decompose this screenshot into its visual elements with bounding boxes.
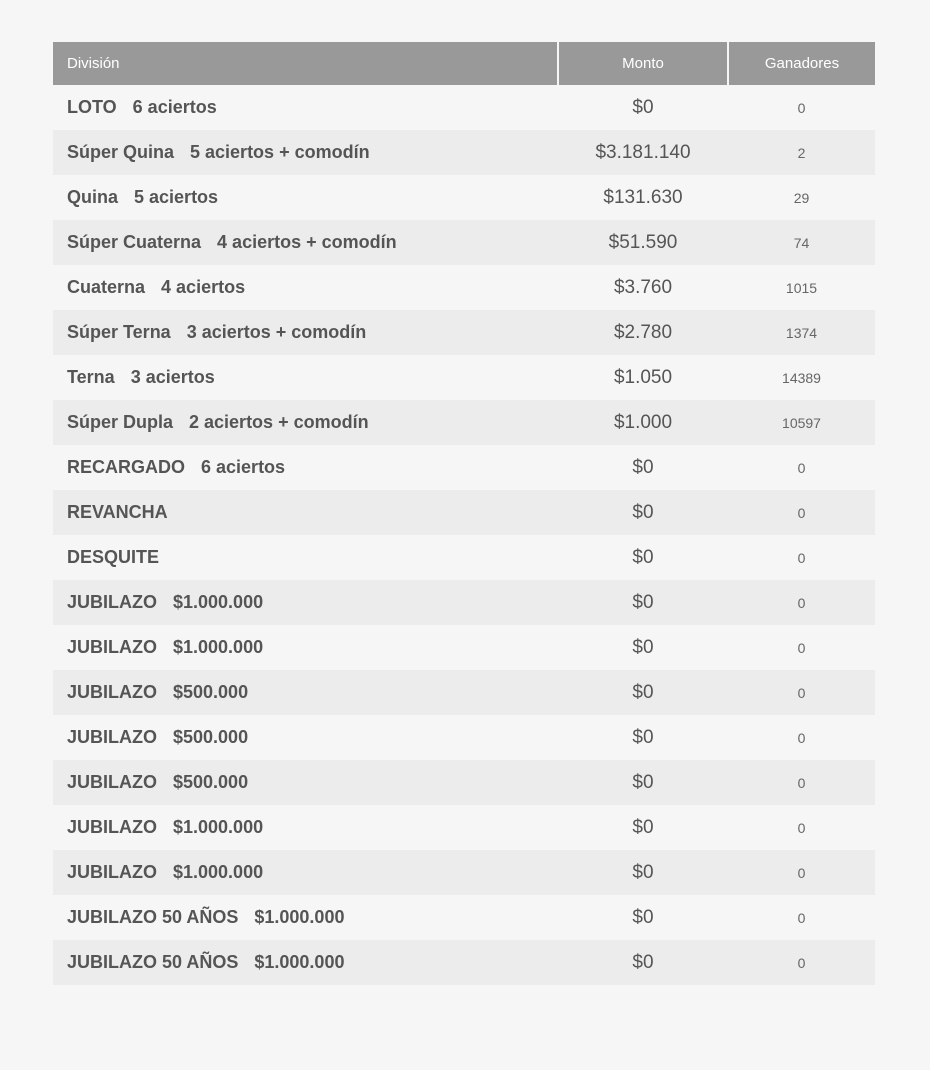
ganadores-cell: 2 (797, 144, 806, 161)
ganadores-cell: 0 (797, 729, 806, 746)
table-row (53, 670, 875, 715)
ganadores-cell: 1374 (785, 324, 818, 341)
division-name: JUBILAZO (67, 637, 157, 657)
division-name: LOTO (67, 97, 117, 117)
division-name: JUBILAZO 50 AÑOS (67, 907, 239, 927)
division-cell (53, 715, 558, 760)
division-name: JUBILAZO (67, 592, 157, 612)
division-cell (53, 310, 558, 355)
division-cell (53, 175, 558, 220)
division-detail: $500.000 (173, 727, 249, 747)
division-name: RECARGADO (67, 457, 186, 477)
ganadores-cell: 74 (793, 234, 810, 251)
table-row (53, 85, 875, 130)
table-row (53, 895, 875, 940)
ganadores-cell: 0 (797, 549, 806, 566)
monto-cell: $1.000 (613, 411, 673, 433)
monto-cell: $0 (632, 816, 654, 838)
monto-cell: $3.760 (613, 276, 673, 298)
division-detail: 5 aciertos + comodín (190, 142, 370, 162)
table-row (53, 265, 875, 310)
division-name: JUBILAZO (67, 682, 157, 702)
monto-cell: $0 (632, 726, 654, 748)
ganadores-cell: 1015 (785, 279, 818, 296)
division-detail: 6 aciertos (201, 457, 286, 477)
ganadores-cell: 0 (797, 639, 806, 656)
division-name: Súper Terna (67, 322, 171, 342)
division-name: DESQUITE (67, 547, 160, 567)
table-row (53, 580, 875, 625)
division-detail: $1.000.000 (173, 817, 264, 837)
monto-cell: $0 (632, 546, 654, 568)
division-cell (53, 760, 558, 805)
division-cell (53, 445, 558, 490)
division-detail: 3 aciertos (130, 367, 215, 387)
header-division: División (53, 42, 558, 85)
table-row (53, 220, 875, 265)
ganadores-cell: 0 (797, 819, 806, 836)
division-name: JUBILAZO (67, 862, 157, 882)
division-cell (53, 355, 558, 400)
division-detail: 6 aciertos (132, 97, 217, 117)
division-name: JUBILAZO (67, 772, 157, 792)
monto-cell: $0 (632, 906, 654, 928)
ganadores-cell: 29 (793, 189, 810, 206)
monto-cell: $131.630 (603, 186, 683, 208)
table-header (53, 42, 875, 85)
division-cell (53, 580, 558, 625)
division-cell (53, 805, 558, 850)
ganadores-cell: 0 (797, 504, 806, 521)
table-row (53, 310, 875, 355)
monto-cell: $2.780 (613, 321, 673, 343)
table-row (53, 175, 875, 220)
division-cell (53, 220, 558, 265)
table-row (53, 760, 875, 805)
monto-cell: $0 (632, 681, 654, 703)
header-row (53, 42, 875, 85)
monto-cell: $1.050 (613, 366, 673, 388)
division-cell (53, 940, 558, 985)
division-detail: $500.000 (173, 772, 249, 792)
division-detail: $1.000.000 (173, 592, 264, 612)
division-cell (53, 85, 558, 130)
division-name: JUBILAZO 50 AÑOS (67, 952, 239, 972)
ganadores-cell: 0 (797, 909, 806, 926)
results-table-container (53, 42, 875, 985)
ganadores-cell: 14389 (782, 369, 821, 386)
division-cell (53, 670, 558, 715)
ganadores-cell: 0 (797, 594, 806, 611)
division-detail: 4 aciertos + comodín (217, 232, 397, 252)
division-cell (53, 130, 558, 175)
monto-cell: $0 (632, 96, 654, 118)
division-name: Súper Dupla (67, 412, 174, 432)
division-detail: $1.000.000 (254, 907, 345, 927)
division-detail: 5 aciertos (134, 187, 219, 207)
ganadores-cell: 0 (797, 459, 806, 476)
monto-cell: $51.590 (608, 231, 678, 253)
monto-cell: $3.181.140 (595, 141, 691, 163)
table-row (53, 940, 875, 985)
monto-cell: $0 (632, 501, 654, 523)
division-name: Cuaterna (67, 277, 146, 297)
ganadores-cell: 0 (797, 99, 806, 116)
division-name: REVANCHA (67, 502, 168, 522)
table-body (53, 85, 875, 985)
monto-cell: $0 (632, 861, 654, 883)
division-name: Súper Quina (67, 142, 175, 162)
division-detail: 4 aciertos (161, 277, 246, 297)
monto-cell: $0 (632, 636, 654, 658)
header-monto: Monto (558, 42, 728, 85)
header-ganadores: Ganadores (728, 42, 875, 85)
division-detail: $500.000 (173, 682, 249, 702)
division-name: Terna (67, 367, 115, 387)
table-row (53, 535, 875, 580)
table-row (53, 400, 875, 445)
ganadores-cell: 0 (797, 954, 806, 971)
ganadores-cell: 0 (797, 774, 806, 791)
table-row (53, 715, 875, 760)
table-row (53, 445, 875, 490)
division-cell (53, 850, 558, 895)
division-cell (53, 400, 558, 445)
division-cell (53, 490, 558, 535)
division-name: JUBILAZO (67, 817, 157, 837)
division-detail: $1.000.000 (254, 952, 345, 972)
monto-cell: $0 (632, 771, 654, 793)
table-row (53, 805, 875, 850)
table-row (53, 490, 875, 535)
table-row (53, 850, 875, 895)
division-detail: 3 aciertos + comodín (186, 322, 367, 342)
division-detail: $1.000.000 (173, 862, 264, 882)
table-row (53, 130, 875, 175)
division-name: JUBILAZO (67, 727, 157, 747)
division-cell (53, 625, 558, 670)
table-row (53, 625, 875, 670)
monto-cell: $0 (632, 591, 654, 613)
division-detail: $1.000.000 (173, 637, 264, 657)
division-name: Súper Cuaterna (67, 232, 202, 252)
division-name: Quina (67, 187, 119, 207)
division-cell (53, 535, 558, 580)
division-detail: 2 aciertos + comodín (189, 412, 369, 432)
ganadores-cell: 0 (797, 684, 806, 701)
results-table (53, 42, 875, 985)
monto-cell: $0 (632, 456, 654, 478)
division-cell (53, 895, 558, 940)
ganadores-cell: 0 (797, 864, 806, 881)
table-row (53, 355, 875, 400)
ganadores-cell: 10597 (782, 414, 821, 431)
monto-cell: $0 (632, 951, 654, 973)
division-cell (53, 265, 558, 310)
